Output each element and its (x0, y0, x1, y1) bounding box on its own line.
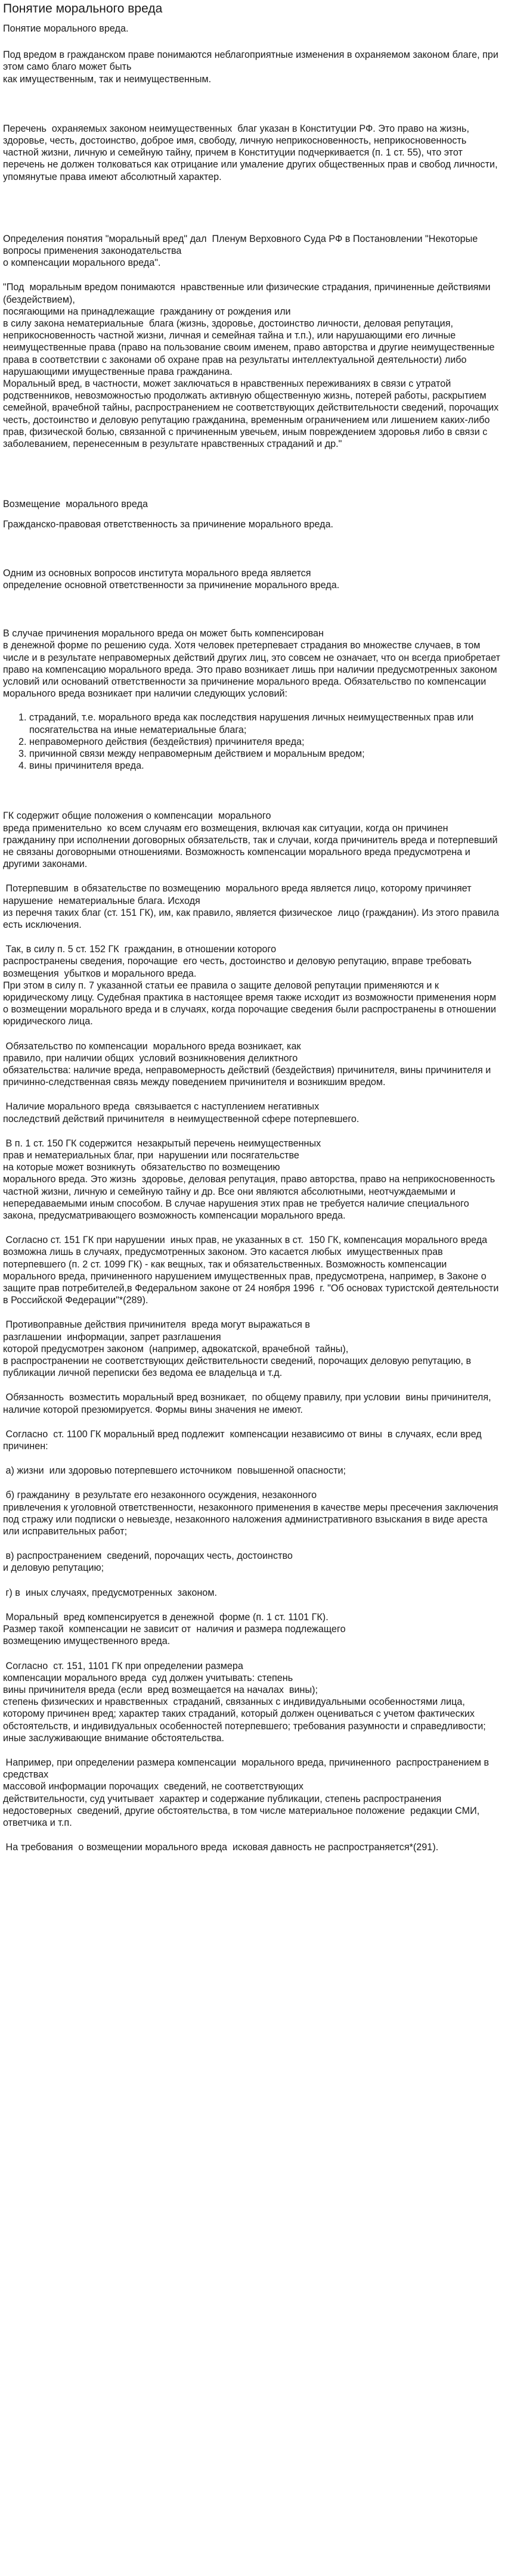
paragraph: Перечень охраняемых законом неимущественных благ указан в Конституции РФ. Это право на жизнь, здоровье, честь, достоинство, доброе имя, свободу, личную неприкосновенность, неприкосновенность частной жизни, личную и семейную тайну, причем в Конституции подчеркивается (п. 1 ст. 55), что этот перечень не должен толковаться как отрицание или умаление других общественных прав и свобод личности, упомянутые права имеют абсолютный характер. (3, 123, 501, 182)
section-heading: Возмещение морального вреда (3, 499, 148, 510)
paragraph: Понятие морального вреда. (3, 23, 129, 34)
paragraph: Определения понятия "моральный вред" дал Пленум Верховного Суда РФ в Постановлении "Некоторые вопросы применения законодательства о компенсации морального вреда". (3, 233, 478, 269)
list-item: 2. неправомерного действия (бездействия) причинителя вреда; (29, 736, 502, 748)
paragraph: Гражданско-правовая ответственность за причинение морального вреда. (3, 519, 333, 530)
paragraph: Так, в силу п. 5 ст. 152 ГК гражданин, в отношении которого распространены сведения, порочащие его честь, достоинство и деловую репутацию, вправе требовать возмещения убытков и морального вреда. При этом в силу п. 7 указанной статьи ее правила о защите деловой репутации применяются и к юридическому лицу. Судебная практика в настоящее время также исходит из возможности применения норм о возмещении морального вреда и в случаях, когда порочащие сведения были распространены в отношении юридического лица. (3, 944, 497, 1027)
conditions-list (3, 711, 502, 772)
paragraph: Согласно ст. 151, 1101 ГК при определении размера компенсации морального вреда суд должен учитывать: степень вины причинителя вреда (если вред возмещается на началах вины); степень физических и нравственных страданий, связанных с индивидуальными особенностями лица, которому причинен вред; характер таких страданий, который должен оцениваться с учетом фактических обстоятельств, и индивидуальных особенностей потерпевшего; требования разумности и справедливости; иные заслуживающие внимание обстоятельства. (3, 1660, 486, 1744)
list-item: 4. вины причинителя вреда. (29, 760, 502, 772)
paragraph: "Под моральным вредом понимаются нравственные или физические страдания, причиненные действиями (бездействием), посягающими на принадлежащие гражданину от рождения или в силу закона нематериальные блага (жизнь, здоровье, достоинство личности, деловая репутация, неприкосновенность частной жизни, личная и семейная тайна и т.п.), или нарушающими его личные неимущественные права (право на пользование своим именем, право авторства и другие неимущественные права в соответствии с законами об охране прав на результаты интеллектуальной деятельности) либо нарушающими имущественные права гражданина. Моральный вред, в частности, может заключаться в нравственных переживаниях в связи с утратой родственников, невозможностью продолжать активную общественную жизнь, потерей работы, раскрытием семейной, врачебной тайны, распространением не соответствующих действительности сведений, порочащих честь, достоинство и деловую репутацию гражданина, временным ограничением или лишением каких-либо прав, физической болью, связанной с причиненным увечьем, иным повреждением здоровья либо в связи с заболеванием, перенесенным в результате нравственных страданий и др." (3, 282, 499, 450)
paragraph: Моральный вред компенсируется в денежной форме (п. 1 ст. 1101 ГК). Размер такой компенсации не зависит от наличия и размера подлежащего возмещению имущественного вреда. (3, 1611, 346, 1647)
paragraph: Обязанность возместить моральный вред возникает, по общему правилу, при условии вины причинителя, наличие которой презюмируется. Формы вины значения не имеют. (3, 1392, 494, 1415)
paragraph: г) в иных случаях, предусмотренных законом. (3, 1587, 217, 1598)
paragraph: Потерпевшим в обязательстве по возмещению морального вреда является лицо, которому причиняет нарушение нематериальные блага. Исходя из перечня таких благ (ст. 151 ГК), им, как правило, является физическое лицо (гражданин). Из этого правила есть исключения. (3, 883, 500, 930)
paragraph: Например, при определении размера компенсации морального вреда, причиненного распространением в средствах массовой информации порочащих сведений, не соответствующих действительности, суд учитывает характер и содержание публикации, степень распространения недостоверных сведений, другие обстоятельства, в том числе материальное положение редакции СМИ, ответчика и т.п. (3, 1757, 489, 1828)
paragraph: Одним из основных вопросов института морального вреда является определение основной ответственности за причинение морального вреда. (3, 567, 340, 591)
paragraph: На требования о возмещении морального вреда исковая давность не распространяется*(291). (3, 1842, 439, 1853)
paragraph: Согласно ст. 1100 ГК моральный вред подлежит компенсации независимо от вины в случаях, если вред причинен: (3, 1428, 485, 1452)
list-item: 1. страданий, т.е. морального вреда как последствия нарушения личных неимущественных прав или посягательства на иные нематериальные блага; (29, 711, 502, 735)
paragraph: б) гражданину в результате его незаконного осуждения, незаконного привлечения к уголовной ответственности, незаконного применения в качестве меры пресечения заключения под стражу или подписки о невыезде, незаконного наложения административного взыскания в виде ареста или исправительных работ; (3, 1490, 498, 1537)
page-title: Понятие морального вреда (3, 2, 163, 15)
paragraph: В п. 1 ст. 150 ГК содержится незакрытый перечень неимущественных прав и нематериальных благ, при нарушении или посягательстве на которые может возникнуть обязательство по возмещению морального вреда. Это жизнь здоровье, деловая репутация, право авторства, право на неприкосновенность частной жизни, личную и семейную тайну и др. Все они являются абсолютными, неотчуждаемыми и непередаваемыми иным способом. В случае нарушения этих прав не требуется наличие специального закона, предусматривающего возможность компенсации морального вреда. (3, 1138, 495, 1222)
list-item: 3. причинной связи между неправомерным действием и моральным вредом; (29, 748, 502, 760)
paragraph: Под вредом в гражданском праве понимаются неблагоприятные изменения в охраняемом законом благе, при этом само благо может быть как имущественным, так и неимущественным. (3, 49, 498, 85)
paragraph: Противоправные действия причинителя вреда могут выражаться в разглашении информации, запрет разглашения которой предусмотрен законом (например, адвокатской, врачебной тайны), в распространении не соответствующих действительности сведений, порочащих деловую репутацию, в публикации личной переписки без ведома ее владельца и т.д. (3, 1319, 472, 1379)
paragraph: ГК содержит общие положения о компенсации морального вреда применительно ко всем случаям его возмещения, включая как ситуации, когда он причинен гражданину при исполнении договорных обязательств, так и случаи, когда причинитель вреда и потерпевший не связаны договорными отношениями. Возможность компенсации морального вреда предусмотрена и другими законами. (3, 810, 498, 870)
paragraph: Обязательство по компенсации морального вреда возникает, как правило, при наличии общих условий возникновения деликтного обязательства: наличие вреда, неправомерность действий (бездействия) причинителя, вины причинителя и причинно-следственная связь между поведением причинителя и возникшим вредом. (3, 1040, 491, 1088)
paragraph: в) распространением сведений, порочащих честь, достоинство и деловую репутацию; (3, 1550, 293, 1574)
paragraph: В случае причинения морального вреда он может быть компенсирован в денежной форме по решению суда. Хотя человек претерпевает страдания во множестве случаев, в том числе и в результате неправомерных действий других лиц, это совсем не означает, что он всегда приобретает право на компенсацию морального вреда. Это право возникает лишь при наличии предусмотренных законом условий или оснований ответственности за причинение морального вреда. Обязательство по компенсации морального вреда возникает при наличии следующих условий: (3, 628, 501, 700)
paragraph: а) жизни или здоровью потерпевшего источником повышенной опасности; (3, 1465, 346, 1477)
paragraph: Согласно ст. 151 ГК при нарушении иных прав, не указанных в ст. 150 ГК, компенсация морального вреда возможна лишь в случаях, предусмотренных законом. Это касается любых имущественных прав потерпевшего (п. 2 ст. 1099 ГК) - как вещных, так и обязательственных. Возможность компенсации морального вреда, причиненного нарушением имущественных прав, предусмотрена, например, в Законе о защите прав потребителей,в Федеральном законе от 24 ноября 1996 г. "Об основах туристской деятельности в Российской Федерации"*(289). (3, 1235, 501, 1306)
paragraph: Наличие морального вреда связывается с наступлением негативных последствий действий причинителя в неимущественной сфере потерпевшего. (3, 1101, 360, 1124)
